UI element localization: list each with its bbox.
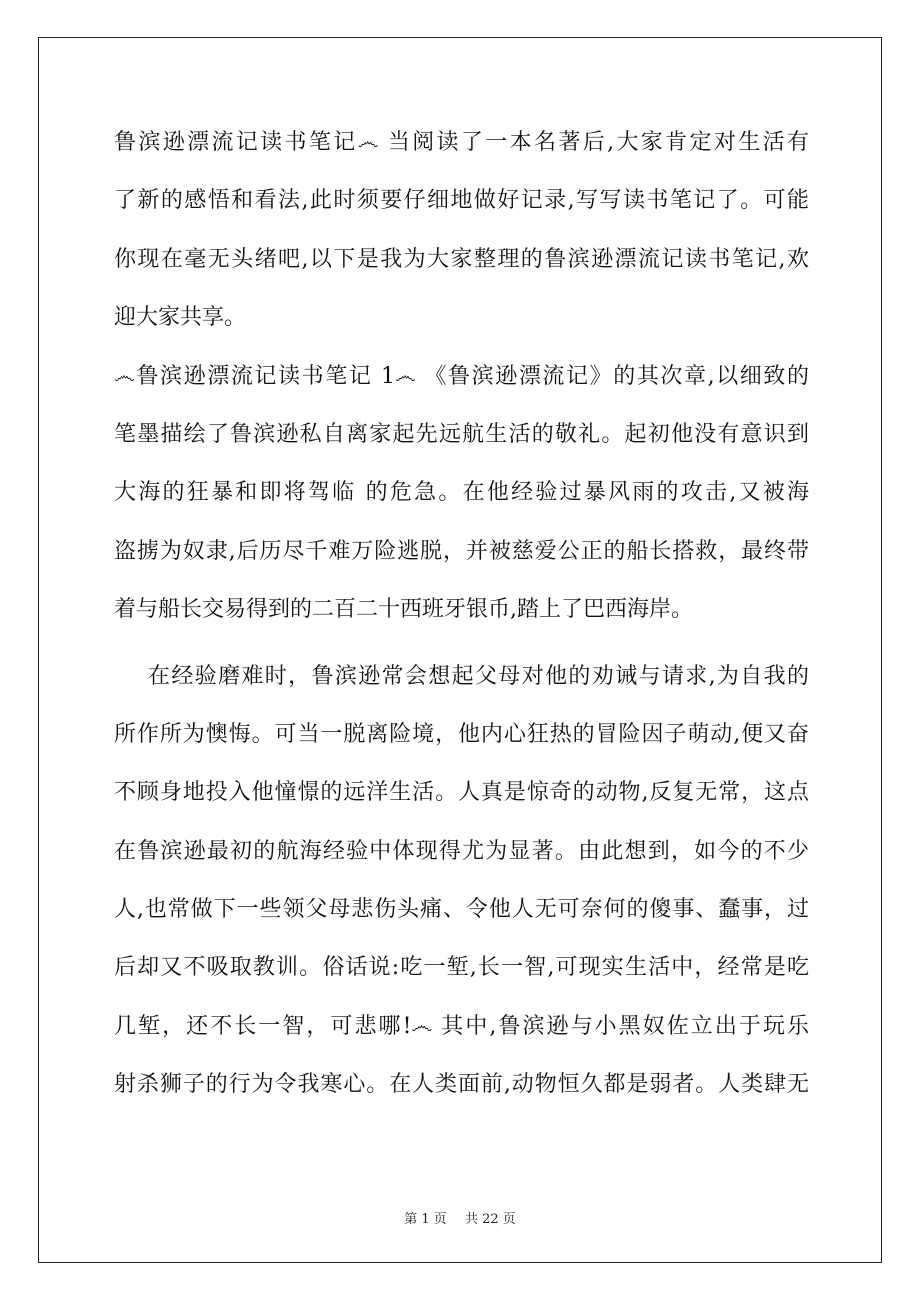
page-footer: [0, 1208, 920, 1227]
text-line: 在鲁滨逊最初的航海经验中体现得尤为显著。由此想到，如今的不少: [114, 838, 809, 864]
text-line: 射杀狮子的行为令我寒心。在人类面前,动物恒久都是弱者。人类肆无: [114, 1072, 809, 1098]
text-line: 在经验磨难时，鲁滨逊常会想起父母对他的劝诫与请求,为自我的: [148, 663, 809, 689]
text-line: 你现在毫无头绪吧,以下是我为大家整理的鲁滨逊漂流记读书笔记,欢: [114, 246, 809, 272]
text-line: 了新的感悟和看法,此时须要仔细地做好记录,写写读书笔记了。可能: [114, 188, 809, 214]
text-line: 鲁滨逊漂流记读书笔记෴ 当阅读了一本名著后,大家肯定对生活有: [114, 130, 809, 155]
text-line: 笔墨描绘了鲁滨逊私自离家起先远航生活的敬礼。起初他没有意识到: [114, 421, 809, 447]
text-line: 盗掳为奴隶,后历尽千难万险逃脱，并被慈爱公正的船长搭救，最终带: [114, 538, 809, 564]
page-number: 第 1 页: [404, 1212, 447, 1227]
section-heading-line: ෴鲁滨逊漂流记读书笔记 1෴ 《鲁滨逊漂流记》的其次章,以细致的: [114, 363, 809, 389]
text-line: 着与船长交易得到的二百二十西班牙银币,踏上了巴西海岸。: [114, 597, 693, 623]
document-body: [114, 118, 809, 1119]
page-total: 共 22 页: [464, 1212, 516, 1227]
text-line: 大海的狂暴和即将驾临 的危急。在他经验过暴风雨的攻击,又被海: [114, 480, 809, 506]
text-line: 后却又不吸取教训。俗话说:吃一堑,长一智,可现实生活中，经常是吃: [114, 955, 809, 981]
text-line: 人,也常做下一些领父母悲伤头痛、令他人无可奈何的傻事、蠢事，过: [114, 897, 809, 923]
text-line: 迎大家共享。: [114, 305, 247, 331]
paragraph-gap: [114, 644, 809, 652]
text-line: 几堑，还不长一智，可悲哪!෴ 其中,鲁滨逊与小黑奴佐立出于玩乐: [114, 1013, 809, 1039]
text-line: 不顾身地投入他憧憬的远洋生活。人真是惊奇的动物,反复无常，这点: [114, 780, 809, 806]
text-line: 所作所为懊悔。可当一脱离险境，他内心狂热的冒险因子萌动,便又奋: [114, 721, 809, 747]
